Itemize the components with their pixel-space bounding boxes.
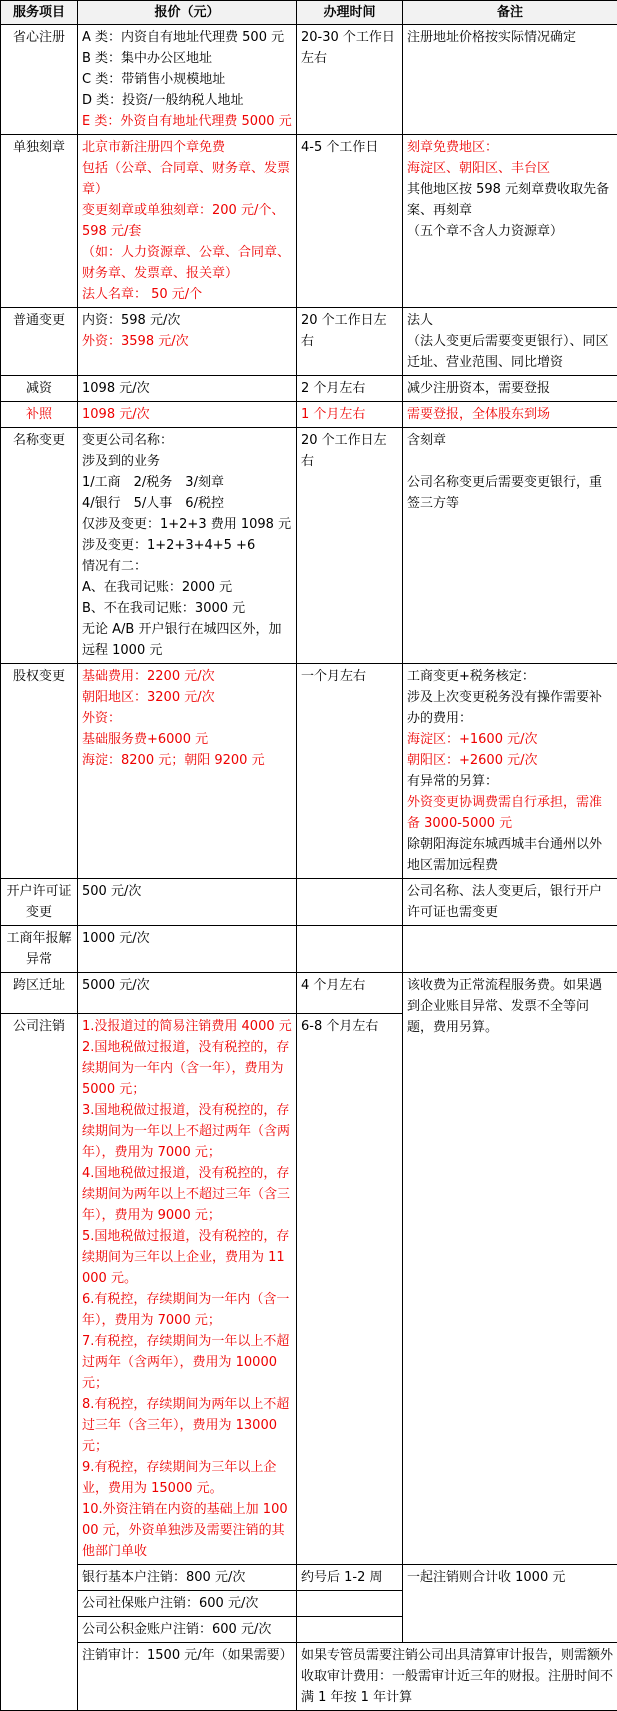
- cell-line: 刻章免费地区：: [407, 137, 613, 158]
- price-cell: [78, 973, 297, 1014]
- note-cell: [403, 664, 617, 879]
- note-cell: [403, 926, 617, 973]
- cell-line: 需要登报，全体股东到场: [407, 404, 613, 425]
- table-row: [1, 1565, 617, 1591]
- cell-line: 减少注册资本，需要登报: [407, 378, 613, 399]
- price-cell: [78, 135, 297, 308]
- cell-line: 无论 A/B 开户银行在城四区外，加远程 1000 元: [82, 619, 292, 661]
- cell-line: 北京市新注册四个章免费: [82, 137, 292, 158]
- table-row: [1, 428, 617, 664]
- cell-line: 公司名称变更后需要变更银行，重签三方等: [407, 472, 613, 514]
- table-row: [1, 664, 617, 879]
- table-row: [1, 973, 617, 1014]
- cell-line: 4.国地税做过报道，没有税控的，存续期间为两年以上不超过三年（含三年），费用为 9000 元；: [82, 1163, 292, 1226]
- cell-line: 7.有税控，存续期间为一年以上不超过两年（含两年），费用为 10000 元；: [82, 1331, 292, 1394]
- service-cell: 跨区迁址: [1, 973, 78, 1014]
- cell-line: 2.国地税做过报道，没有税控的，存续期间为一年内（含一年），费用为 5000 元；: [82, 1037, 292, 1100]
- time-cell: 6-8 个月左右: [297, 1014, 403, 1565]
- cell-line: 1098 元/次: [82, 404, 292, 425]
- cell-line: 工商变更+税务核定：: [407, 666, 613, 687]
- time-cell: 1 个月左右: [297, 402, 403, 428]
- header-price: 报价（元）: [78, 1, 297, 25]
- price-cell: [78, 664, 297, 879]
- cell-line: 除朝阳海淀东城西城丰台通州以外地区需加远程费: [407, 834, 613, 876]
- cell-line: 1.没报道过的简易注销费用 4000 元: [82, 1016, 292, 1037]
- price-cell: [78, 926, 297, 973]
- cell-line: 海淀区、朝阳区、丰台区: [407, 158, 613, 179]
- cell-line: （五个章不含人力资源章）: [407, 221, 613, 242]
- table-row: [1, 402, 617, 428]
- cell-line: 朝阳区：+2600 元/次: [407, 750, 613, 771]
- note-cell: [403, 879, 617, 926]
- cell-line: 10.外资注销在内资的基础上加 10000 元，外资单独涉及需要注销的其他部门单收: [82, 1499, 292, 1562]
- header-note: 备注: [403, 1, 617, 25]
- note-cell: [403, 428, 617, 664]
- time-cell: 4-5 个工作日: [297, 135, 403, 308]
- cell-line: 5000 元/次: [82, 975, 292, 996]
- cell-line: 3.国地税做过报道，没有税控的，存续期间为一年以上不超过两年（含两年），费用为 7000 元；: [82, 1100, 292, 1163]
- shared-note-cell: 该收费为正常流程服务费。如果遇到企业账目异常、发票不全等问题，费用另算。: [403, 973, 617, 1565]
- price-cell: 公司社保账户注销：600 元/次: [78, 1591, 297, 1617]
- table-row: [1, 1643, 617, 1711]
- service-cell: 普通变更: [1, 308, 78, 376]
- cell-line: 1/工商 2/税务 3/刻章: [82, 472, 292, 493]
- note-cell: [403, 376, 617, 402]
- time-cell: 20 个工作日左右: [297, 428, 403, 664]
- cell-line: 注册地址价格按实际情况确定: [407, 27, 613, 48]
- table-row: [1, 135, 617, 308]
- note-cell: [403, 135, 617, 308]
- service-cell: 工商年报解异常: [1, 926, 78, 973]
- cell-line: （法人变更后需要变更银行）、同区迁址、营业范围、同比增资: [407, 331, 613, 373]
- price-cell: [78, 879, 297, 926]
- cell-line: D 类：投资/一般纳税人地址: [82, 90, 292, 111]
- cell-line: C 类：带销售小规模地址: [82, 69, 292, 90]
- service-cell: 股权变更: [1, 664, 78, 879]
- cell-line: A、在我司记账：2000 元: [82, 577, 292, 598]
- table-row: [1, 376, 617, 402]
- cell-line: 基础费用：2200 元/次: [82, 666, 292, 687]
- cell-line: 外资：3598 元/次: [82, 331, 292, 352]
- cell-line: （如：人力资源章、公章、合同章、财务章、发票章、报关章）: [82, 242, 292, 284]
- cell-line: B 类：集中办公区地址: [82, 48, 292, 69]
- note-cell: [403, 402, 617, 428]
- time-cell: [297, 1591, 403, 1617]
- price-cell: [78, 25, 297, 135]
- table-row: [1, 926, 617, 973]
- table-body: [1, 25, 617, 1711]
- audit-note-cell: 如果专管员需要注销公司出具清算审计报告，则需额外收取审计费用：一般需审计近三年的财报。注册时间不满 1 年按 1 年计算: [297, 1643, 617, 1711]
- time-cell: 约号后 1-2 周: [297, 1565, 403, 1591]
- cell-line: 500 元/次: [82, 881, 292, 902]
- price-cell: 注销审计：1500 元/年（如果需要）: [78, 1643, 297, 1711]
- cell-line: E 类：外资自有地址代理费 5000 元: [82, 111, 292, 132]
- cell-line: 含刻章: [407, 430, 613, 451]
- price-cell: [78, 308, 297, 376]
- cell-line: A 类：内资自有地址代理费 500 元: [82, 27, 292, 48]
- note-cell: [403, 308, 617, 376]
- cell-line: 涉及上次变更税务没有操作需要补办的费用：: [407, 687, 613, 729]
- service-cell: 公司注销: [1, 1014, 78, 1711]
- table-row: [1, 25, 617, 135]
- price-cell: [78, 1014, 297, 1565]
- time-cell: 2 个月左右: [297, 376, 403, 402]
- cell-line: 外资变更协调费需自行承担，需准备 3000-5000 元: [407, 792, 613, 834]
- price-cell: [78, 376, 297, 402]
- service-cell: 开户许可证变更: [1, 879, 78, 926]
- cell-line: [407, 451, 613, 472]
- note-cell: [403, 25, 617, 135]
- cell-line: 内资：598 元/次: [82, 310, 292, 331]
- cell-line: 9.有税控，存续期间为三年以上企业，费用为 15000 元。: [82, 1457, 292, 1499]
- header-row: [1, 1, 617, 25]
- cell-line: 涉及到的业务: [82, 451, 292, 472]
- cell-line: B、不在我司记账：3000 元: [82, 598, 292, 619]
- time-cell: [297, 926, 403, 973]
- price-cell: [78, 402, 297, 428]
- cell-line: 涉及变更：1+2+3+4+5 +6: [82, 535, 292, 556]
- price-cell: [78, 428, 297, 664]
- price-cell: 公司公积金账户注销：600 元/次: [78, 1617, 297, 1643]
- cell-line: 5.国地税做过报道，没有税控的，存续期间为三年以上企业，费用为 11000 元。: [82, 1226, 292, 1289]
- time-cell: 20-30 个工作日左右: [297, 25, 403, 135]
- cell-line: 变更公司名称：: [82, 430, 292, 451]
- service-cell: 补照: [1, 402, 78, 428]
- cell-line: 公司名称、法人变更后，银行开户许可证也需变更: [407, 881, 613, 923]
- table-row: [1, 308, 617, 376]
- cell-line: 情况有二：: [82, 556, 292, 577]
- cell-line: 法人名章： 50 元/个: [82, 284, 292, 305]
- cell-line: 1000 元/次: [82, 928, 292, 949]
- time-cell: [297, 879, 403, 926]
- header-service: 服务项目: [1, 1, 78, 25]
- time-cell: 20 个工作日左右: [297, 308, 403, 376]
- time-cell: 4 个月左右: [297, 973, 403, 1014]
- cell-line: 法人: [407, 310, 613, 331]
- cell-line: 8.有税控，存续期间为两年以上不超过三年（含三年），费用为 13000 元；: [82, 1394, 292, 1457]
- time-cell: [297, 1617, 403, 1643]
- price-cell: 银行基本户注销：800 元/次: [78, 1565, 297, 1591]
- header-time: 办理时间: [297, 1, 403, 25]
- cell-line: 海淀区：+1600 元/次: [407, 729, 613, 750]
- cell-line: 朝阳地区：3200 元/次: [82, 687, 292, 708]
- cell-line: 6.有税控，存续期间为一年内（含一年），费用为 7000 元；: [82, 1289, 292, 1331]
- cell-line: 海淀：8200 元；朝阳 9200 元: [82, 750, 292, 771]
- cell-line: 其他地区按 598 元刻章费收取先备案、再刻章: [407, 179, 613, 221]
- cell-line: 有异常的另算：: [407, 771, 613, 792]
- time-cell: 一个月左右: [297, 664, 403, 879]
- cell-line: 基础服务费+6000 元: [82, 729, 292, 750]
- service-cell: 名称变更: [1, 428, 78, 664]
- service-cell: 减资: [1, 376, 78, 402]
- cell-line: 4/银行 5/人事 6/税控: [82, 493, 292, 514]
- cell-line: 外资：: [82, 708, 292, 729]
- cell-line: 仅涉及变更：1+2+3 费用 1098 元: [82, 514, 292, 535]
- table-row: [1, 879, 617, 926]
- cell-line: 包括（公章、合同章、财务章、发票章）: [82, 158, 292, 200]
- cell-line: 1098 元/次: [82, 378, 292, 399]
- service-cell: 单独刻章: [1, 135, 78, 308]
- service-cell: 省心注册: [1, 25, 78, 135]
- cell-line: 变更刻章或单独刻章：200 元/个、598 元/套: [82, 200, 292, 242]
- group-note-cell: 一起注销则合计收 1000 元: [403, 1565, 617, 1643]
